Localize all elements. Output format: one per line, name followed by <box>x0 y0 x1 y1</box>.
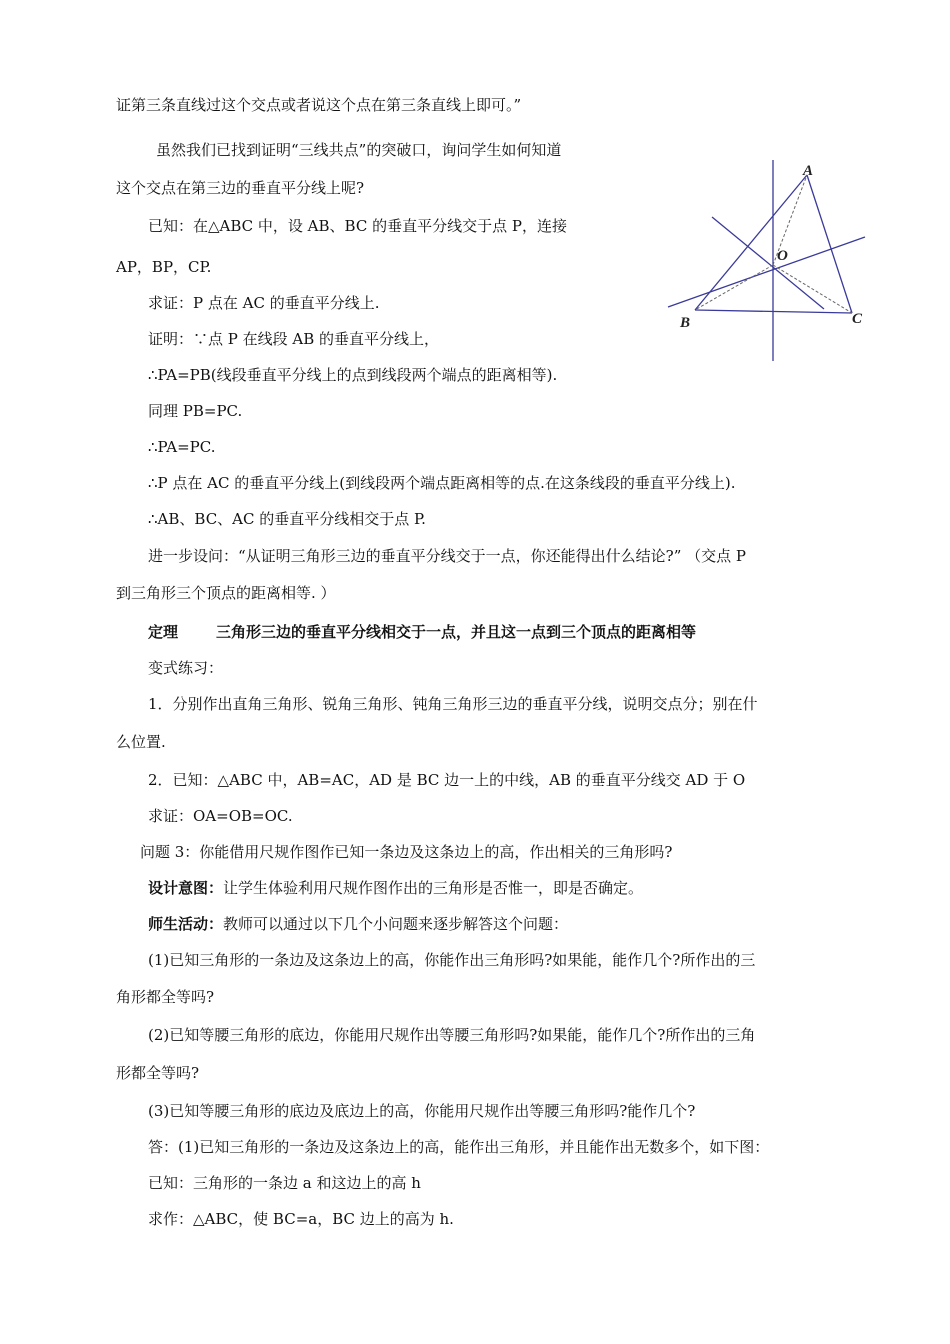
activity <box>148 914 568 934</box>
text-line: 1．分别作出直角三角形、锐角三角形、钝角三角形三边的垂直平分线，说明交点分；别在什 <box>148 695 758 713</box>
text-line: 求证：P 点在 AC 的垂直平分线上. <box>148 294 380 312</box>
bisector-ac <box>668 237 865 307</box>
text-line: 同理 PB=PC. <box>148 402 243 420</box>
activity-label: 师生活动： <box>148 915 224 933</box>
segment-oc <box>773 265 852 313</box>
triangle-figure <box>660 155 870 365</box>
label-c: C <box>852 311 863 327</box>
side-ab <box>695 175 807 310</box>
text-line: 这个交点在第三边的垂直平分线上呢? <box>116 179 365 197</box>
text-line: 到三角形三个顶点的距离相等. ） <box>116 584 336 602</box>
text-line: ∴AB、BC、AC 的垂直平分线相交于点 P. <box>148 510 426 528</box>
text-line: 求作：△ABC，使 BC=a，BC 边上的高为 h. <box>148 1210 454 1228</box>
text-line: 证明：∵点 P 在线段 AB 的垂直平分线上， <box>148 330 440 348</box>
text-line: 已知：三角形的一条边 a 和这边上的高 h <box>148 1174 421 1192</box>
text-line: 已知：在△ABC 中，设 AB、BC 的垂直平分线交于点 P，连接 <box>148 217 567 235</box>
design-intent <box>148 878 643 898</box>
text-line: 角形都全等吗? <box>116 988 215 1006</box>
text-line: ∴PA=PB(线段垂直平分线上的点到线段两个端点的距离相等). <box>148 366 558 384</box>
text-line: AP，BP，CP. <box>116 258 212 276</box>
text-line: (3)已知等腰三角形的底边及底边上的高，你能用尺规作出等腰三角形吗?能作几个? <box>148 1102 696 1120</box>
text-line: 证第三条直线过这个交点或者说这个点在第三条直线上即可。” <box>116 96 522 114</box>
text-line: 问题 3：你能借用尺规作图作已知一条边及这条边上的高，作出相关的三角形吗? <box>140 843 673 861</box>
text-line: 答：(1)已知三角形的一条边及这条边上的高，能作出三角形，并且能作出无数多个，如下图： <box>148 1138 770 1156</box>
text-line: ∴PA=PC. <box>148 438 216 456</box>
theorem-label: 定理 <box>148 623 179 641</box>
text-line: 求证：OA=OB=OC. <box>148 807 293 825</box>
text-line: 虽然我们已找到证明“三线共点”的突破口，询问学生如何知道 <box>156 141 562 159</box>
text-line: 进一步设问：“从证明三角形三边的垂直平分线交于一点，你还能得出什么结论?” （交点 P <box>148 547 747 565</box>
theorem-text: 三角形三边的垂直平分线相交于一点，并且这一点到三个顶点的距离相等 <box>216 623 697 641</box>
text-line: 么位置. <box>116 733 166 751</box>
text-line: 变式练习： <box>148 659 224 677</box>
text-line: 2．已知：△ABC 中，AB=AC，AD 是 BC 边一上的中线，AB 的垂直平分线交 AD 于 O <box>148 771 746 789</box>
text-line: (1)已知三角形的一条边及这条边上的高，你能作出三角形吗?如果能，能作几个?所作出的三 <box>148 951 756 969</box>
segment-ob <box>695 265 773 310</box>
text-line: ∴P 点在 AC 的垂直平分线上(到线段两个端点距离相等的点.在这条线段的垂直平分线上). <box>148 474 736 492</box>
design-label: 设计意图： <box>148 879 224 897</box>
label-a: A <box>803 163 814 179</box>
activity-text: 教师可以通过以下几个小问题来逐步解答这个问题： <box>223 915 569 933</box>
label-o: O <box>777 248 788 264</box>
text-line: 形都全等吗? <box>116 1064 200 1082</box>
bisector-ab <box>712 217 824 309</box>
design-text: 让学生体验利用尺规作图作出的三角形是否惟一，即是否确定。 <box>223 879 644 897</box>
text-line: (2)已知等腰三角形的底边，你能用尺规作出等腰三角形吗?如果能，能作几个?所作出的三角 <box>148 1026 756 1044</box>
label-b: B <box>680 315 691 331</box>
